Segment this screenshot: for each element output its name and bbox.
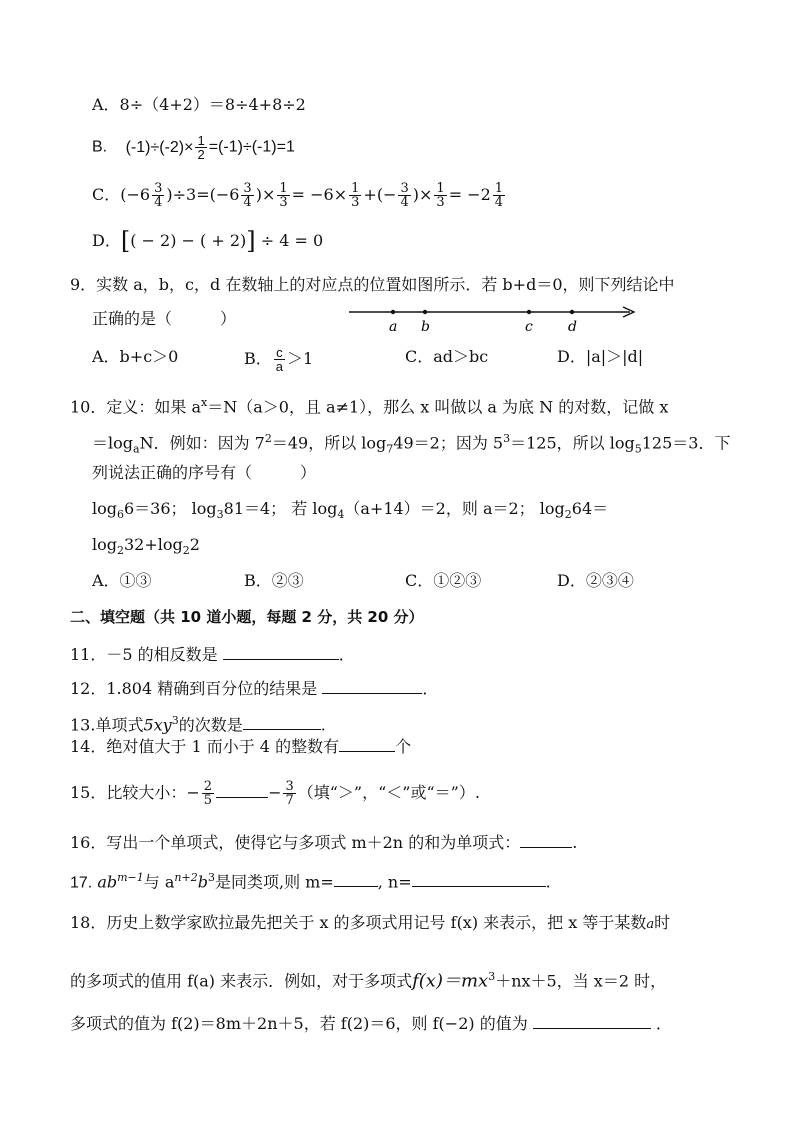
q9-option-d [557,346,643,368]
q17-text: 是同类项,则 m= [214,872,334,892]
q10-s3: （a+14）＝2，则 a＝2； [344,499,535,518]
q18-text: 18．历史上数学家欧拉最先把关于 x 的多项式用记号 f(x) 来表示，把 x 等于某数 [70,913,647,932]
answer-blank[interactable] [533,1012,651,1029]
q15 [70,780,480,807]
q18-var: a [646,917,655,932]
q8-d-body: ( − 2) − ( + 2) [130,231,247,250]
fraction-numerator: c [274,346,285,360]
q17 [70,867,551,894]
section-heading-text: 二、填空题（共 10 道小题，每题 2 分，共 20 分） [70,608,424,626]
point-c [527,310,531,314]
fraction-denominator: 3 [279,195,288,210]
q15-tail: （填“＞”，“＜”或“＝”）. [297,783,480,802]
q9-option-b-label: B． [244,349,272,368]
q8-option-a-text: A．8÷（4+2）＝8÷4+8÷2 [92,95,306,114]
q10-s1: 6＝36； [124,499,187,518]
q18-text: 多项式的值为 f(2)＝8m＋2n＋5，若 f(2)＝6，则 f(−2) 的值为 [70,1014,528,1033]
q8-option-d-label: D． [92,231,121,250]
q10-line3 [92,462,316,484]
q10-text: 10．定义：如果 a [70,397,201,417]
q15-fraction [283,780,295,807]
q8-c-part: (−6 [120,185,151,204]
q10-statements [92,498,608,526]
q18-end: ． [655,1014,672,1033]
q9-number-line [345,298,640,338]
label-c: c [525,319,533,335]
q16-end: . [572,833,578,852]
q10-line1 [70,392,668,418]
q9-option-c [405,346,488,368]
bracket-close: ] [246,227,256,255]
point-a [391,310,395,314]
q13-text: 13.单项式 [70,715,144,735]
q10-s2: log [191,499,217,518]
answer-blank[interactable] [520,831,572,848]
q18-line3 [70,1012,672,1035]
q11 [70,643,355,666]
q8-option-c-label: C． [92,185,121,204]
q9-option-b-tail: ＞1 [287,349,314,368]
q15-fraction [202,780,214,807]
q17-term: ab [97,872,118,892]
q8-c-part: +(− [363,185,397,204]
q9-line2 [92,308,236,330]
q17-sup: 3 [207,871,215,884]
q10-line2 [92,428,730,461]
answer-blank[interactable] [339,735,395,752]
q12 [70,677,438,700]
fraction-denominator: 4 [400,195,409,210]
q14-text: 14．绝对值大于 1 而小于 4 的整数有 [70,737,340,756]
q10-text: ＝49，所以 log [271,433,387,453]
q8-c-part: )÷3=(−6 [166,185,240,204]
q18-text: 时 [654,913,671,932]
q8-c-fraction [398,182,410,209]
q18-line2 [70,966,666,992]
q14-end: 个 [395,737,412,756]
q9-option-b-fraction [274,346,285,373]
q17-term: 与 a [143,872,175,892]
q17-end: . [545,872,551,892]
q10-sup: 2 [264,432,272,445]
q10-option-c [405,570,481,592]
q13-sup: 3 [171,714,179,727]
fraction-denominator: a [275,359,283,374]
q12-text: 12．1.804 精确到百分位的结果是 [70,679,318,698]
fraction-denominator: 4 [154,195,163,210]
q9-line1 [70,274,675,296]
bracket-open: [ [120,227,131,255]
q10-text: log [92,535,117,554]
answer-blank[interactable] [334,870,378,887]
q10-sub: 2 [564,508,572,522]
q10-text: ＝125，所以 log [510,433,635,453]
q8-option-d [92,227,324,255]
fraction-numerator: 1 [436,181,445,196]
q10-s4: 64＝ [571,499,609,518]
q17-sup: n+2 [174,871,198,884]
q10-text: 32+log [124,535,183,554]
q13-end: . [320,715,326,735]
q10-s2: 81＝4； [223,499,287,518]
label-d: d [568,319,577,335]
q10-s4: log [539,499,565,518]
label-b: b [421,319,430,335]
q17-sup: m−1 [117,871,144,884]
q15-text: 15．比较大小：− [70,783,200,802]
q10-text: 49＝2；因为 5 [393,433,504,453]
q10-option-a-text: A．①③ [92,571,152,590]
q18-text: 的多项式的值用 f(a) 来表示．例如，对于多项式 [70,971,413,991]
q10-text: 列说法正确的序号有（ ） [92,463,317,482]
q14 [70,735,411,758]
q9-option-d-text: D．|a|＞|d| [557,347,644,366]
fraction-denominator: 3 [351,195,360,210]
q8-c-part: )× [412,185,433,204]
q10-sub: 4 [337,508,345,522]
q10-option-b-text: B．②③ [244,571,304,590]
q18-sup: 3 [488,970,496,983]
q8-c-fraction [434,182,446,209]
q10-sub: 5 [634,442,642,456]
q13-expr: 5xy [143,715,172,735]
q8-c-fraction [241,182,253,209]
fraction-numerator: 3 [285,779,294,794]
q8-option-b-expr2: =(-1)÷(-1)=1 [208,138,295,156]
q10-option-a [92,570,152,592]
q10-sub: 7 [386,442,394,456]
fraction-denominator: 4 [243,195,252,210]
q15-mid: − [268,783,282,802]
q10-option-c-text: C．①②③ [405,571,482,590]
q8-option-b-label: B. [92,138,108,156]
q10-sup: 3 [503,432,511,445]
q9-line1-text: 9．实数 a，b，c，d 在数轴上的对应点的位置如图所示．若 b+d＝0，则下列结论中 [70,275,675,294]
q10-option-b [244,570,304,592]
q10-text: N．例如：因为 7 [139,433,265,453]
q10-sup: x [201,396,208,409]
fraction-numerator: 2 [203,779,213,794]
q10-text: ＝N（a＞0，且 a≠1），那么 x 叫做以 a 为底 N 的对数，记做 x [207,397,669,417]
q8-option-b-fraction [195,134,206,161]
fraction-numerator: 1 [279,181,288,196]
q8-c-part: = −2 [448,185,491,204]
q10-option-d-text: D．②③④ [557,571,634,590]
q10-option-d [557,570,634,592]
answer-blank[interactable] [412,870,546,887]
q10-text: 125＝3．下 [641,433,731,453]
q9-line2-text: 正确的是（ ） [92,309,237,328]
fraction-numerator: 3 [243,181,252,196]
q9-option-a [92,346,178,368]
point-b [423,310,427,314]
answer-blank[interactable] [223,643,339,660]
fraction-denominator: 5 [203,793,213,808]
q18-line1 [70,912,670,936]
q11-end: ． [338,645,355,664]
q16-text: 16．写出一个单项式，使得它与多项式 m＋2n 的和为单项式： [70,833,521,852]
q8-c-fraction [152,182,164,209]
answer-blank[interactable] [322,677,422,694]
q8-d-tail: ÷ 4 = 0 [255,231,324,250]
q13 [70,710,326,736]
q13-text2: 的次数是 [178,715,243,735]
q8-c-fraction [493,182,505,209]
q8-c-part: = −6× [291,185,348,204]
q16 [70,831,577,854]
q8-c-fraction [277,182,289,209]
q10-sub: 2 [182,544,190,558]
q10-sub: 2 [117,544,124,558]
q8-c-part: )× [255,185,276,204]
fraction-numerator: 1 [494,181,504,196]
fraction-denominator: 2 [197,147,205,162]
q18-text: ＋nx＋5，当 x＝2 时， [495,971,667,991]
q10-text: 2 [189,535,200,554]
q8-c-fraction [349,182,361,209]
point-d [570,310,574,314]
q8-option-b [92,134,295,161]
answer-blank[interactable] [216,781,268,798]
section-heading [70,606,424,628]
q17-text: , n= [377,872,412,892]
q10-text: ＝log [92,433,133,453]
q17-term: b [197,872,208,892]
q8-option-c [92,182,507,209]
fraction-numerator: 3 [154,181,163,196]
q10-s3: 若 log [291,499,338,518]
fraction-denominator: 4 [494,195,504,210]
q9-option-c-text: C．ad＞bc [405,347,489,366]
q10-sub: 6 [117,508,124,522]
q11-text: 11．－5 的相反数是 [70,645,218,664]
fraction-numerator: 1 [351,181,360,196]
fraction-numerator: 3 [400,181,409,196]
q9-option-b [244,346,313,373]
label-a: a [389,319,398,335]
q10-sub: a [133,442,140,456]
q17-number: 17. [70,874,93,892]
q18-expr: f(x)＝mx [412,970,489,992]
q12-end: ． [422,679,439,698]
answer-blank[interactable] [243,713,321,730]
q10-s1: log [92,499,117,518]
q10-sub: 3 [216,508,224,522]
fraction-denominator: 3 [436,195,445,210]
q8-option-a [92,94,306,116]
q9-option-a-text: A．b+c＞0 [92,347,179,366]
q10-line5 [92,534,200,562]
fraction-denominator: 7 [285,793,294,808]
fraction-numerator: 1 [197,133,205,148]
q8-option-b-expr1: (-1)÷(-2)× [125,138,194,156]
